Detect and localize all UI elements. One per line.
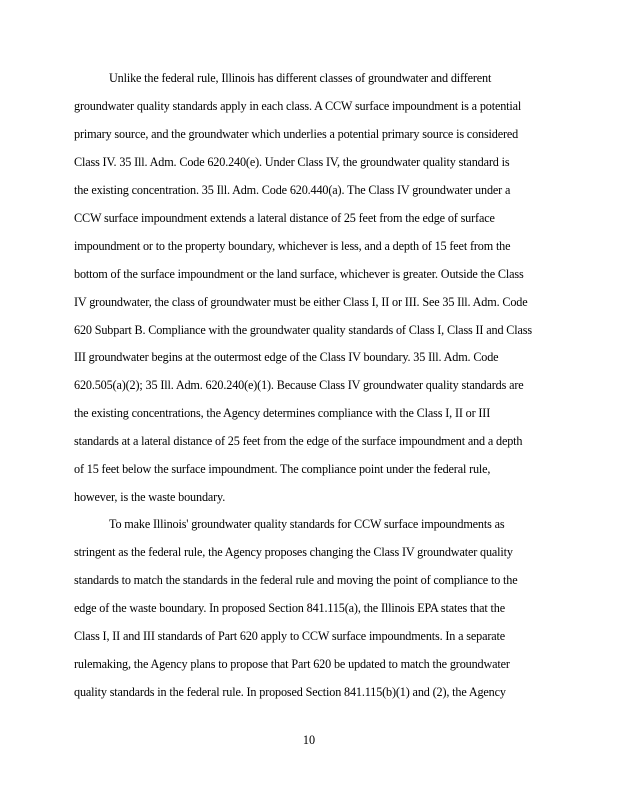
paragraph-1-line-10: 620 Subpart B. Compliance with the groundwater quality standards of Class I, Class II and Class [74,323,532,337]
paragraph-1-line-7: impoundment or to the property boundary, whichever is less, and a depth of 15 feet from the [74,239,511,253]
paragraph-1-line-4: Class IV. 35 Ill. Adm. Code 620.240(e). Under Class IV, the groundwater quality standard is [74,155,510,169]
paragraph-2-line-6: rulemaking, the Agency plans to propose that Part 620 be updated to match the groundwater [74,657,510,671]
paragraph-2-line-1: To make Illinois' groundwater quality standards for CCW surface impoundments as [109,517,505,531]
paragraph-2-line-7: quality standards in the federal rule. In proposed Section 841.115(b)(1) and (2), the Agency [74,685,506,699]
paragraph-1-line-9: IV groundwater, the class of groundwater must be either Class I, II or III. See 35 Ill. Adm. Code [74,295,528,309]
paragraph-2-line-5: Class I, II and III standards of Part 620 apply to CCW surface impoundments. In a separate [74,629,506,643]
paragraph-1-line-14: standards at a lateral distance of 25 feet from the edge of the surface impoundment and a depth [74,434,523,448]
paragraph-2-line-2: stringent as the federal rule, the Agency proposes changing the Class IV groundwater quality [74,545,513,559]
paragraph-1-line-11: III groundwater begins at the outermost edge of the Class IV boundary. 35 Ill. Adm. Code [74,350,499,364]
paragraph-1-line-3: primary source, and the groundwater which underlies a potential primary source is considered [74,127,519,141]
paragraph-1-line-1: Unlike the federal rule, Illinois has different classes of groundwater and different [109,71,492,85]
paragraph-2-line-3: standards to match the standards in the federal rule and moving the point of compliance to the [74,573,518,587]
paragraph-1-line-12: 620.505(a)(2); 35 Ill. Adm. 620.240(e)(1). Because Class IV groundwater quality standards are [74,378,524,392]
paragraph-2-line-4: edge of the waste boundary. In proposed Section 841.115(a), the Illinois EPA states that the [74,601,505,615]
paragraph-1-line-13: the existing concentrations, the Agency determines compliance with the Class I, II or III [74,406,491,420]
page-number: 10 [302,733,316,747]
paragraph-1-line-15: of 15 feet below the surface impoundment. The compliance point under the federal rule, [74,462,491,476]
paragraph-1-line-6: CCW surface impoundment extends a lateral distance of 25 feet from the edge of surface [74,211,495,225]
paragraph-1-line-8: bottom of the surface impoundment or the land surface, whichever is greater. Outside the Class [74,267,524,281]
paragraph-1-line-2: groundwater quality standards apply in each class. A CCW surface impoundment is a potential [74,99,522,113]
paragraph-1-line-16: however, is the waste boundary. [74,490,226,504]
paragraph-1-line-5: the existing concentration. 35 Ill. Adm. Code 620.440(a). The Class IV groundwater under a [74,183,511,197]
